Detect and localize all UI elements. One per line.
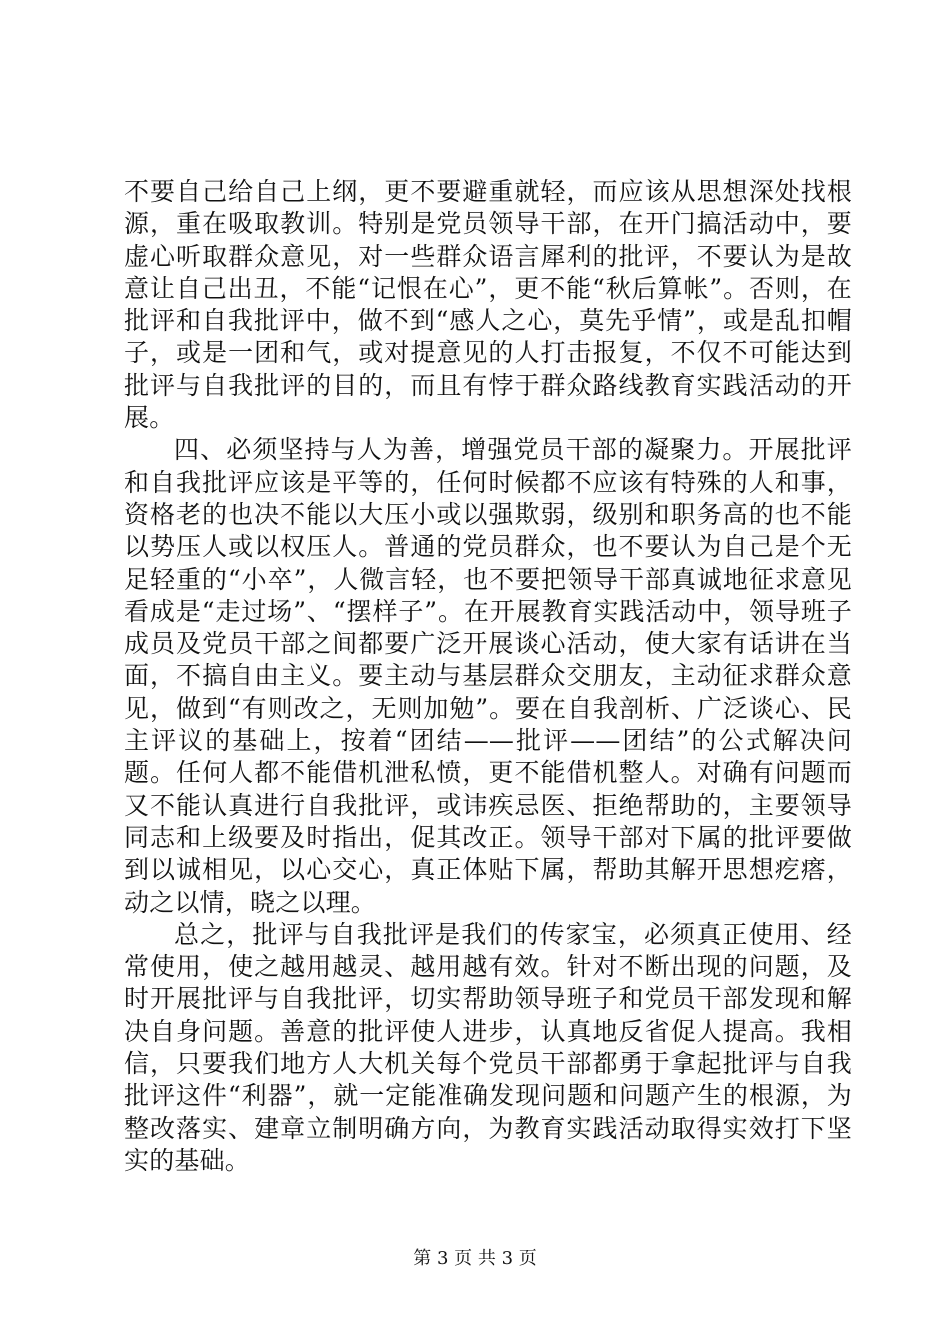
paragraph-conclusion: 总之，批评与自我批评是我们的传家宝，必须真正使用、经常使用，使之越用越灵、越用越有效。针对不断出现的问题，及时开展批评与自我批评，切实帮助领导班子和党员干部发现和解决自身问题。善意的批评使人进步，认真地反省促人提高。我相信，只要我们地方人大机关每个党员干部都勇于拿起批评与自我批评这件“利器”，就一定能准确发现问题和问题产生的根源，为整改落实、建章立制明确方向，为教育实践活动取得实效打下坚实的基础。: [124, 919, 852, 1175]
paragraph-section-four: 四、必须坚持与人为善，增强党员干部的凝聚力。开展批评和自我批评应该是平等的，任何时候都不应该有特殊的人和事，资格老的也决不能以大压小或以强欺弱，级别和职务高的也不能以势压人或以权压人。普通的党员群众，也不要认为自己是个无足轻重的“小卒”，人微言轻，也不要把领导干部真诚地征求意见看成是“走过场”、“摆样子”。在开展教育实践活动中，领导班子成员及党员干部之间都要广泛开展谈心活动，使大家有话讲在当面，不搞自由主义。要主动与基层群众交朋友，主动征求群众意见，做到“有则改之，无则加勉”。要在自我剖析、广泛谈心、民主评议的基础上，按着“团结——批评——团结”的公式解决问题。任何人都不能借机泄私愤，更不能借机整人。对确有问题而又不能认真进行自我批评，或讳疾忌医、拒绝帮助的，主要领导同志和上级要及时指出，促其改正。领导干部对下属的批评要做到以诚相见，以心交心，真正体贴下属，帮助其解开思想疙瘩，动之以情，晓之以理。: [124, 435, 852, 917]
paragraph-continuation: 不要自己给自己上纲，更不要避重就轻，而应该从思想深处找根源，重在吸取教训。特别是党员领导干部，在开门搞活动中，要虚心听取群众意见，对一些群众语言犀利的批评，不要认为是故意让自己出丑，不能“记恨在心”，更不能“秋后算帐”。否则，在批评和自我批评中，做不到“感人之心，莫先乎情”，或是乱扣帽子，或是一团和气，或对提意见的人打击报复，不仅不可能达到批评与自我批评的目的，而且有悖于群众路线教育实践活动的开展。: [124, 177, 852, 433]
document-body: [124, 176, 852, 1177]
page-number-footer: 第 3 页 共 3 页: [413, 1248, 537, 1269]
